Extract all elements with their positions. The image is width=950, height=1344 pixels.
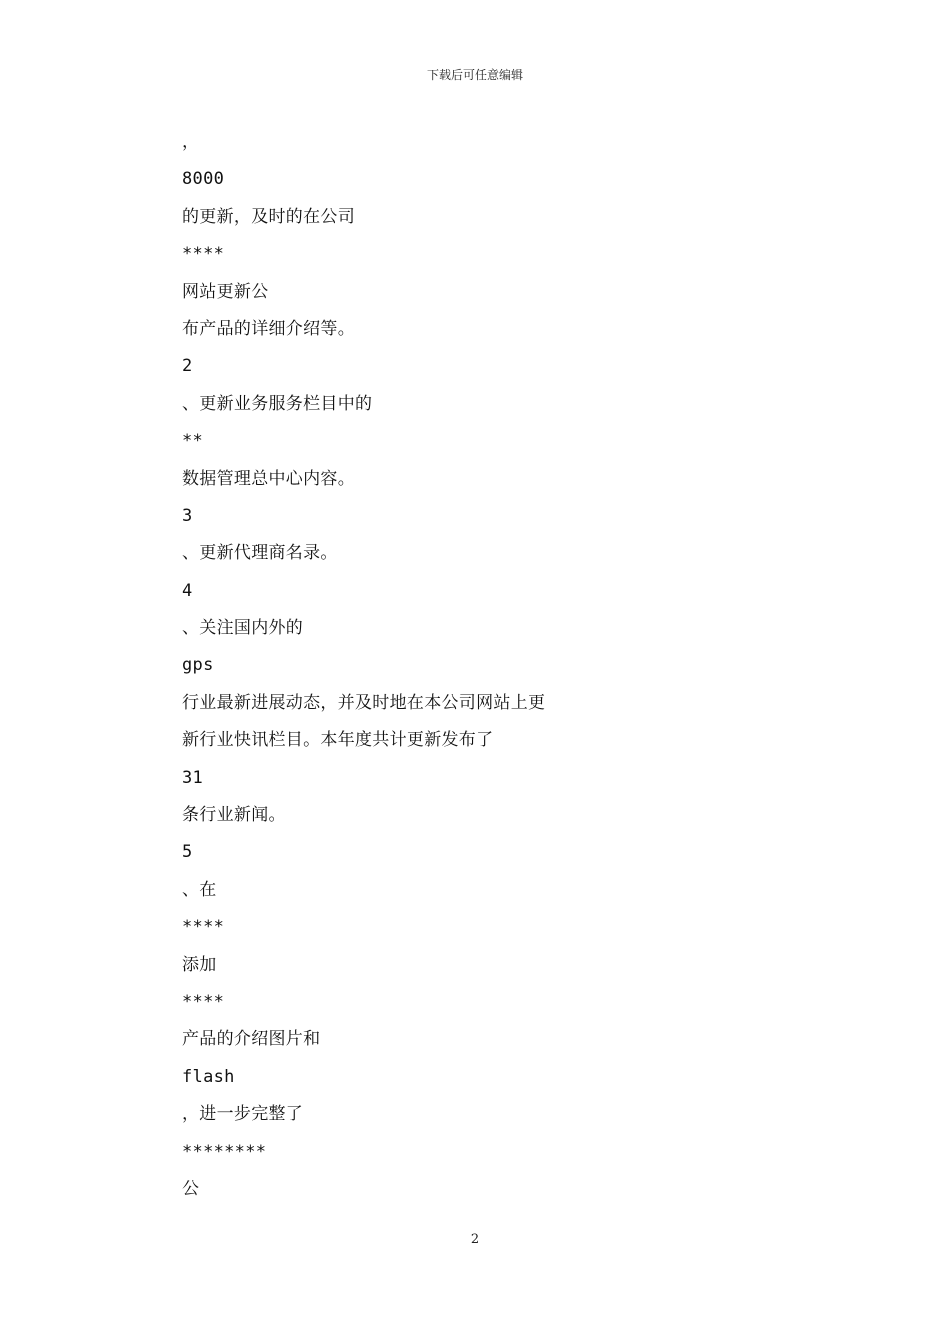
text-line: 、关注国内外的 (182, 618, 304, 639)
text-line: flash (182, 1066, 235, 1087)
text-line: 新行业快讯栏目。本年度共计更新发布了 (182, 730, 494, 751)
document-body (182, 124, 782, 1208)
text-line: **** (182, 917, 225, 938)
text-line: gps (182, 655, 214, 676)
text-line: 4 (182, 580, 193, 601)
text-line: 3 (182, 505, 193, 526)
text-line: 网站更新公 (182, 281, 269, 302)
text-line: 数据管理总中心内容。 (182, 468, 355, 489)
text-line: 公 (182, 1178, 200, 1199)
text-line: 31 (182, 767, 204, 788)
text-line: ， (182, 132, 200, 152)
text-line: 、在 (182, 879, 217, 900)
text-line: 5 (182, 842, 193, 863)
text-line: 、更新代理商名录。 (182, 543, 338, 564)
text-line: ******** (182, 1141, 267, 1162)
text-line: **** (182, 991, 225, 1012)
text-line: ** (182, 431, 204, 452)
text-line: 添加 (182, 954, 217, 975)
text-line: **** (182, 244, 225, 265)
text-line: 条行业新闻。 (182, 805, 286, 826)
page-number: 2 (470, 1232, 480, 1247)
text-line: 、更新业务服务栏目中的 (182, 393, 373, 414)
text-line: 布产品的详细介绍等。 (182, 318, 355, 339)
text-line: 的更新，及时的在公司 (182, 206, 355, 227)
text-line: 行业最新进展动态，并及时地在本公司网站上更 (182, 692, 546, 713)
text-line: 8000 (182, 169, 225, 190)
text-line: ，进一步完整了 (182, 1104, 304, 1125)
header-note: 下载后可任意编辑 (426, 68, 523, 82)
text-line: 2 (182, 356, 193, 377)
text-line: 产品的介绍图片和 (182, 1029, 321, 1050)
